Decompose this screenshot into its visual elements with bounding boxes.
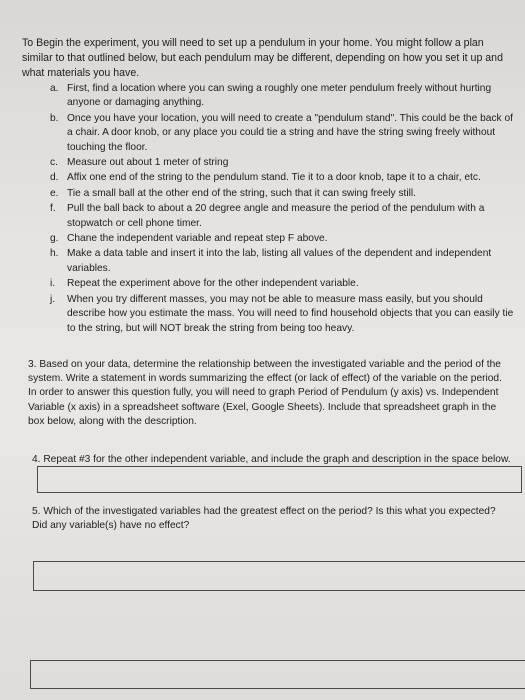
procedure-step [50, 293, 517, 336]
procedure-step [50, 232, 517, 246]
question-5-answer-box[interactable] [30, 660, 525, 689]
step-marker: a. [50, 83, 59, 94]
intro-paragraph: To Begin the experiment, you will need to set up a pendulum in your home. You might follow a plan similar to that outlined below, but each pendulum may be different, depending on how you set it up and what materials you have. [22, 37, 503, 79]
step-text: Pull the ball back to about a 20 degree angle and measure the period of the pendulum with a stopwatch or cell phone timer. [67, 203, 485, 229]
step-marker: j. [50, 293, 56, 305]
question-3: 3. Based on your data, determine the relationship between the investigated variable and the period of the system. Write a statement in words summarizing the effect (or lack of effect) of the variable on the period. In order to answer this question fully, you will need to graph Period of Pendulum (y axis) vs. Independent Variable (x axis) in a spreadsheet software (Exel, Google Sheets). Include that spreadsheet graph in the box below, along with the description. [28, 358, 502, 427]
step-text: Tie a small ball at the other end of the string, such that it can swing freely still. [67, 187, 416, 199]
step-marker: h. [50, 248, 59, 260]
procedure-step [50, 171, 517, 185]
procedure-step [50, 82, 517, 111]
procedure-step [50, 187, 517, 201]
procedure-step [50, 202, 517, 231]
step-text: Affix one end of the string to the pendulum stand. Tie it to a door knob, tape it to a chair, etc. [67, 172, 481, 184]
step-text: Once you have your location, you will need to create a "pendulum stand". This could be the back of a chair. A door knob, or any place you could tie a string and have the string swing freely without touching the floor. [67, 112, 513, 153]
step-text: Make a data table and insert it into the lab, listing all values of the dependent and independent variables. [67, 248, 492, 274]
step-marker: e. [50, 187, 59, 199]
step-marker: d. [50, 172, 59, 184]
step-marker: g. [50, 233, 59, 245]
step-marker: b. [50, 112, 59, 124]
question-4-answer-box[interactable] [33, 561, 525, 591]
question-3-answer-box[interactable] [37, 466, 522, 493]
step-marker: i. [50, 278, 56, 290]
question-4: 4. Repeat #3 for the other independent variable, and include the graph and description in the space below. [32, 453, 511, 465]
procedure-step [50, 156, 517, 170]
step-text: Measure out about 1 meter of string [67, 157, 229, 169]
step-marker: f. [50, 203, 56, 215]
step-text: Repeat the experiment above for the other independent variable. [67, 278, 359, 290]
procedure-step [50, 112, 517, 155]
step-marker: c. [50, 157, 58, 169]
procedure-step [50, 247, 517, 276]
step-text: When you try different masses, you may not be able to measure mass easily, but you should describe how you estimate the mass. You will need to find household objects that you can easily tie to the string, but will NOT break the string from being too heavy. [67, 293, 514, 334]
procedure-steps-list [22, 82, 517, 336]
step-text: First, find a location where you can swing a roughly one meter pendulum freely without hurting anyone or damaging anything. [67, 83, 492, 109]
step-text: Chane the independent variable and repeat step F above. [67, 233, 328, 245]
question-5: 5. Which of the investigated variables had the greatest effect on the period? Is this what you expected? Did any variable(s) have no effect? [32, 506, 496, 532]
procedure-step [50, 277, 517, 291]
